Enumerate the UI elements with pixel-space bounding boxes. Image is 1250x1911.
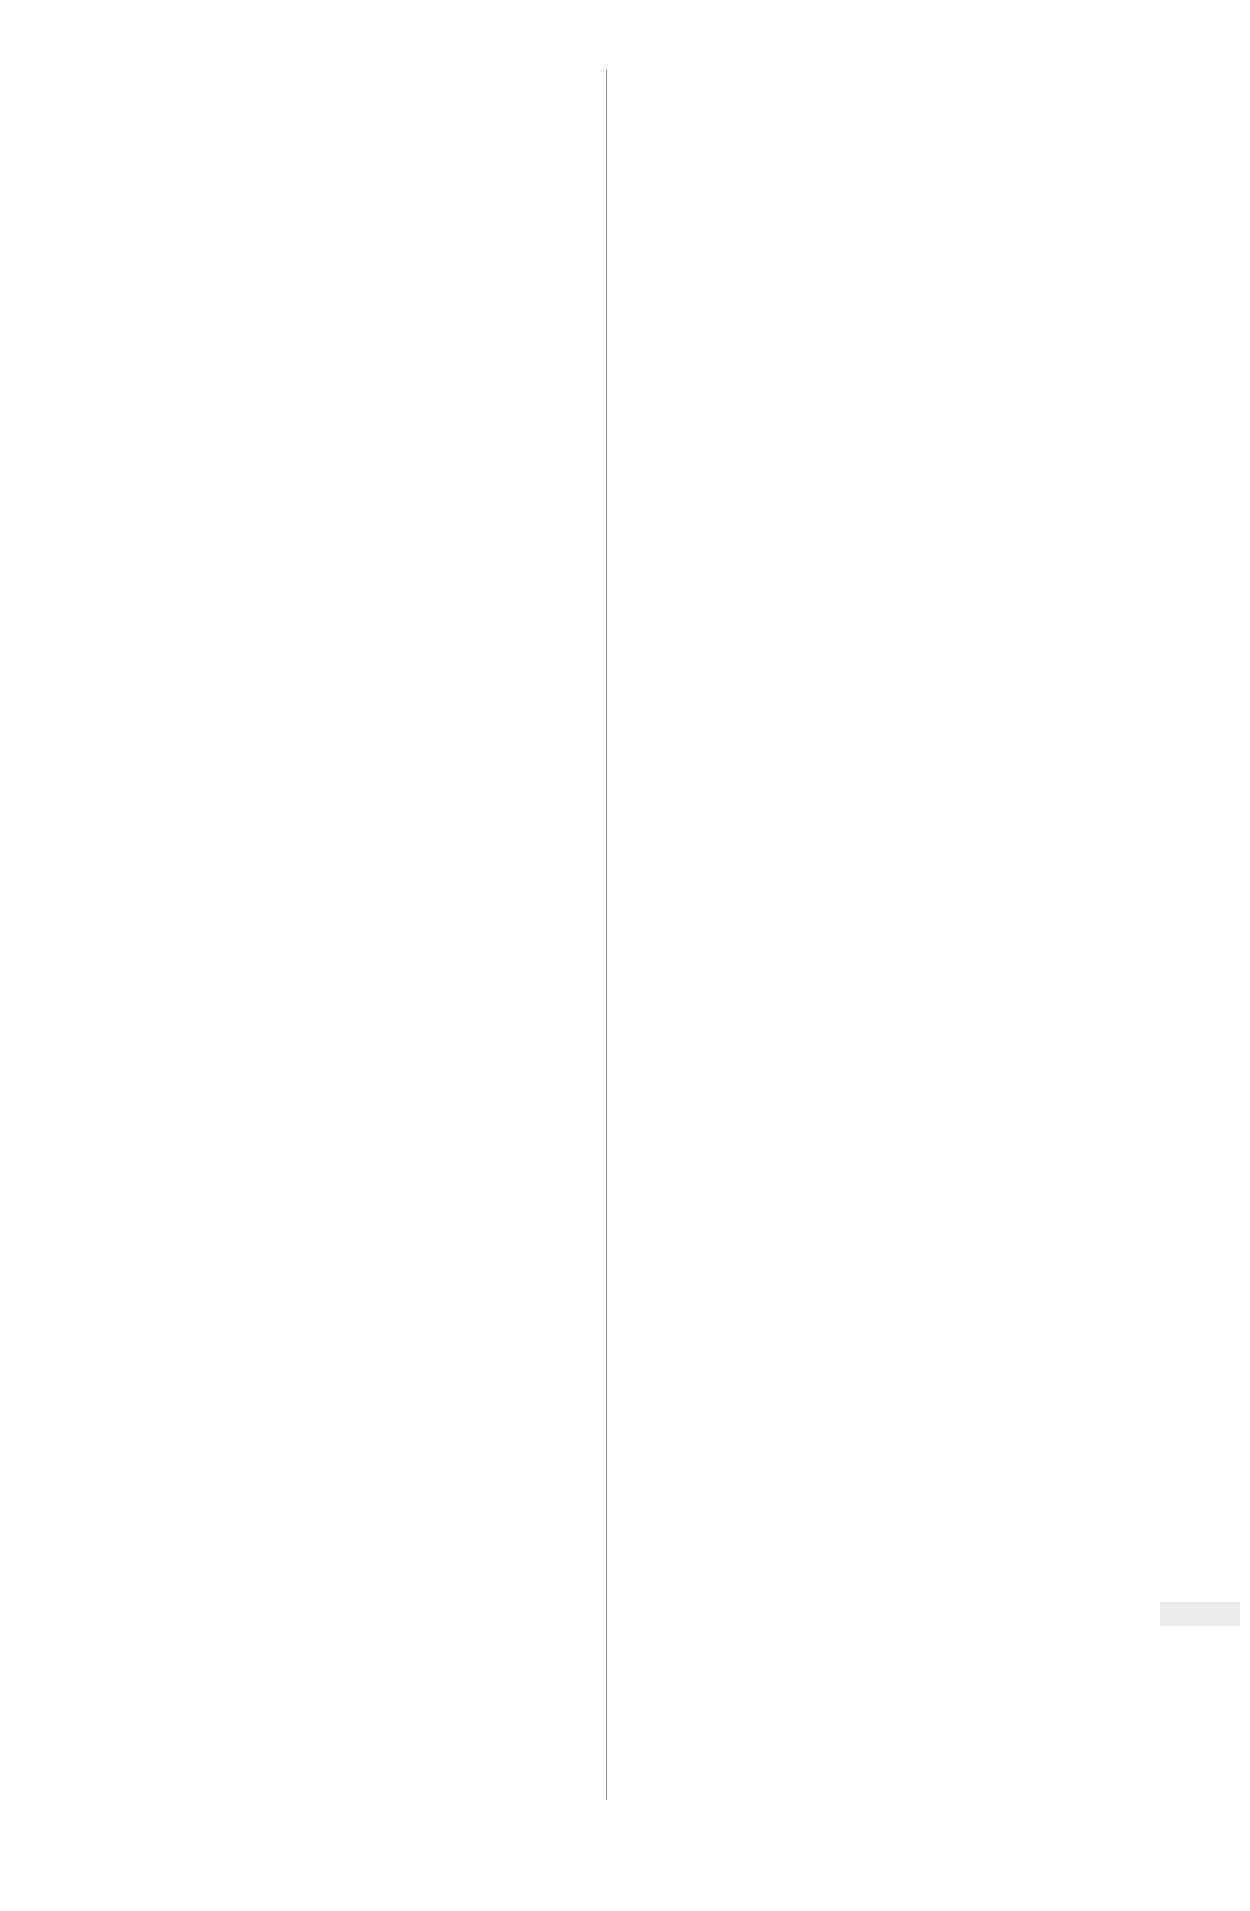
footer-decoration bbox=[1160, 1602, 1240, 1626]
column-divider bbox=[606, 70, 607, 1800]
page-footer bbox=[1000, 1598, 1010, 1628]
